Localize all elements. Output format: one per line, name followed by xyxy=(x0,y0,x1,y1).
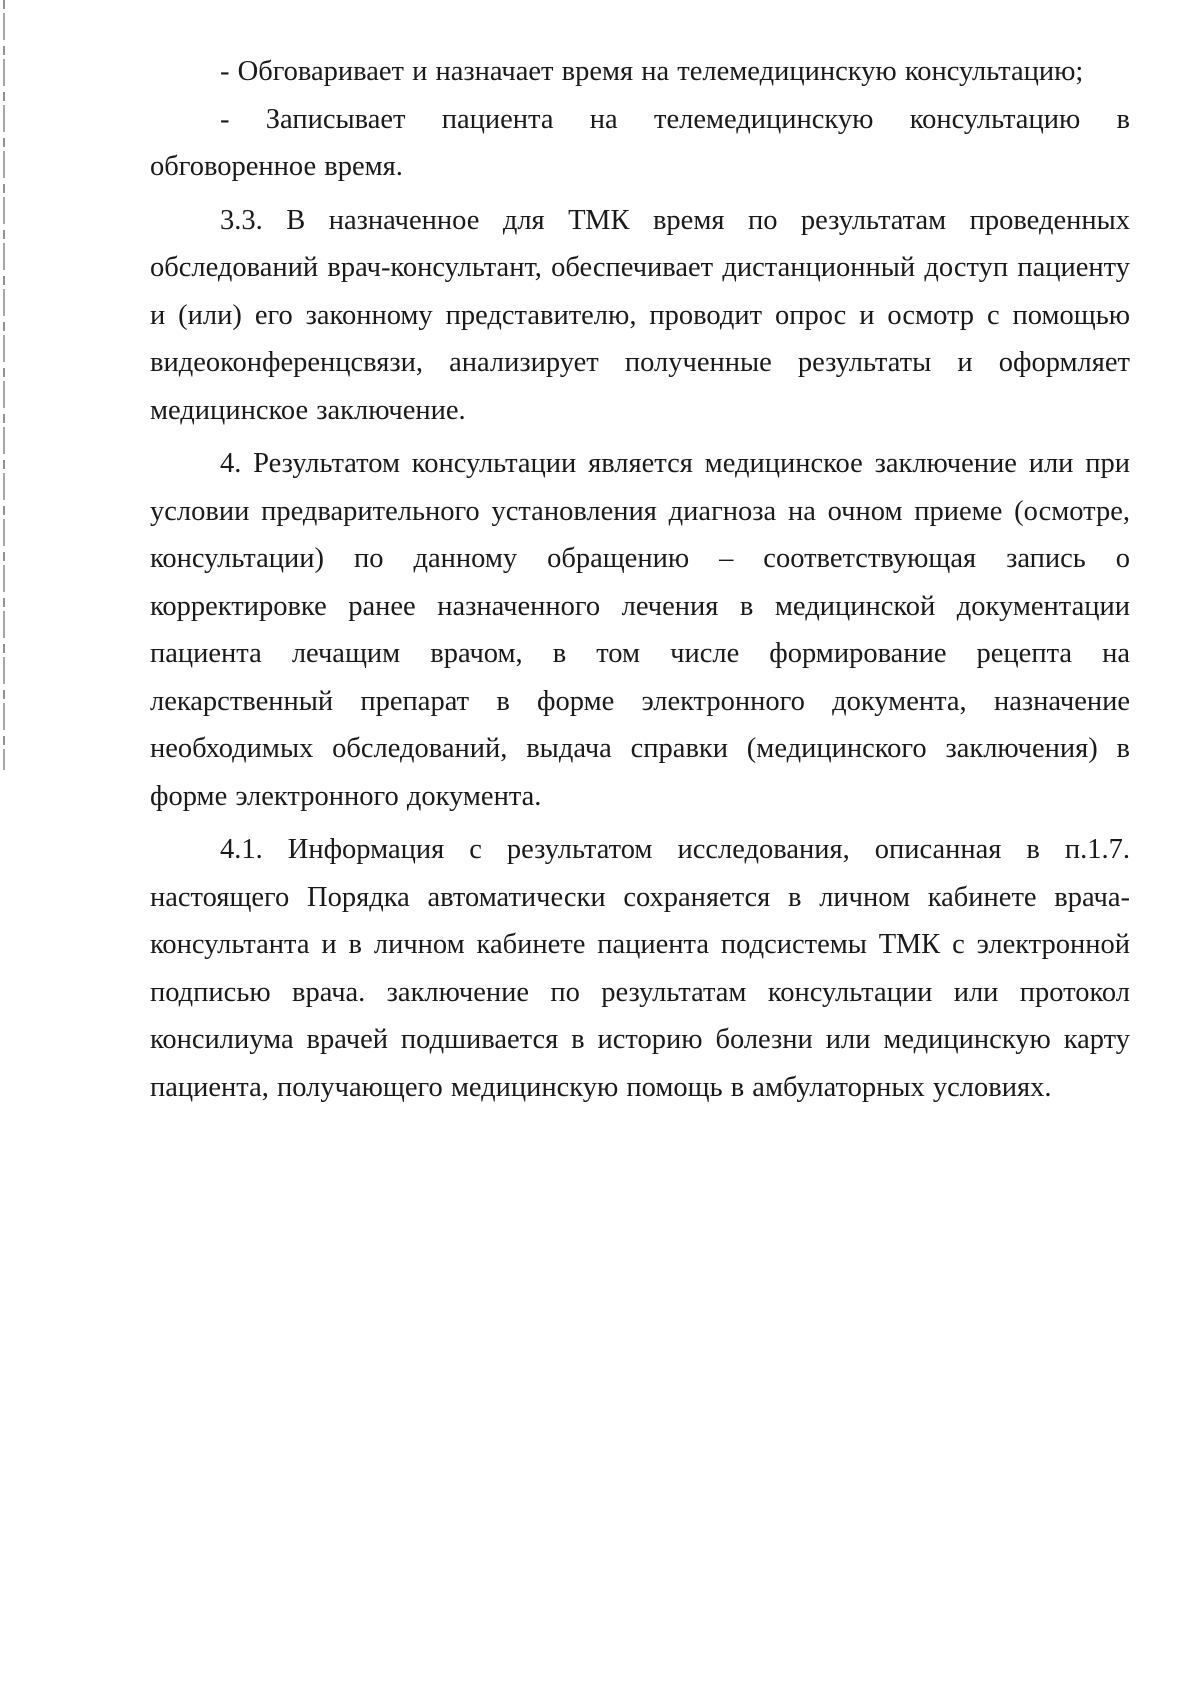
paragraph-3-3: 3.3. В назначенное для ТМК время по результатам проведенных обследований врач-консультант, обеспечивает дистанционный доступ пациенту и (или) его законному представителю, проводит опрос и осмотр с помощью видеоконференцсвязи, анализирует полученные результаты и оформляет медицинское заключение. xyxy=(150,204,1130,426)
paragraph-4-1: 4.1. Информация с результатом исследования, описанная в п.1.7. настоящего Порядка автоматически сохраняется в личном кабинете врача-консультанта и в личном кабинете пациента подсистемы ТМК с электронной подписью врача. заключение по результатам консультации или протокол консилиума врачей подшивается в историю болезни или медицинскую карту пациента, получающего медицинскую помощь в амбулаторных условиях. xyxy=(150,834,1130,1103)
document-body xyxy=(150,48,1130,1111)
scan-binding-edge xyxy=(3,0,5,770)
paragraph-4: 4. Результатом консультации является медицинское заключение или при условии предварительного установления диагноза на очном приеме (осмотре, консультации) по данному обращению – соответствующая запись о корректировке ранее назначенного лечения в медицинской документации пациента лечащим врачом, в том числе формирование рецепта на лекарственный препарат в форме электронного документа, назначение необходимых обследований, выдача справки (медицинского заключения) в форме электронного документа. xyxy=(150,448,1130,812)
paragraph-register-patient: - Записывает пациента на телемедицинскую консультацию в обговоренное время. xyxy=(150,103,1130,182)
paragraph-arrange-time: - Обговаривает и назначает время на телемедицинскую консультацию; xyxy=(220,56,1084,87)
